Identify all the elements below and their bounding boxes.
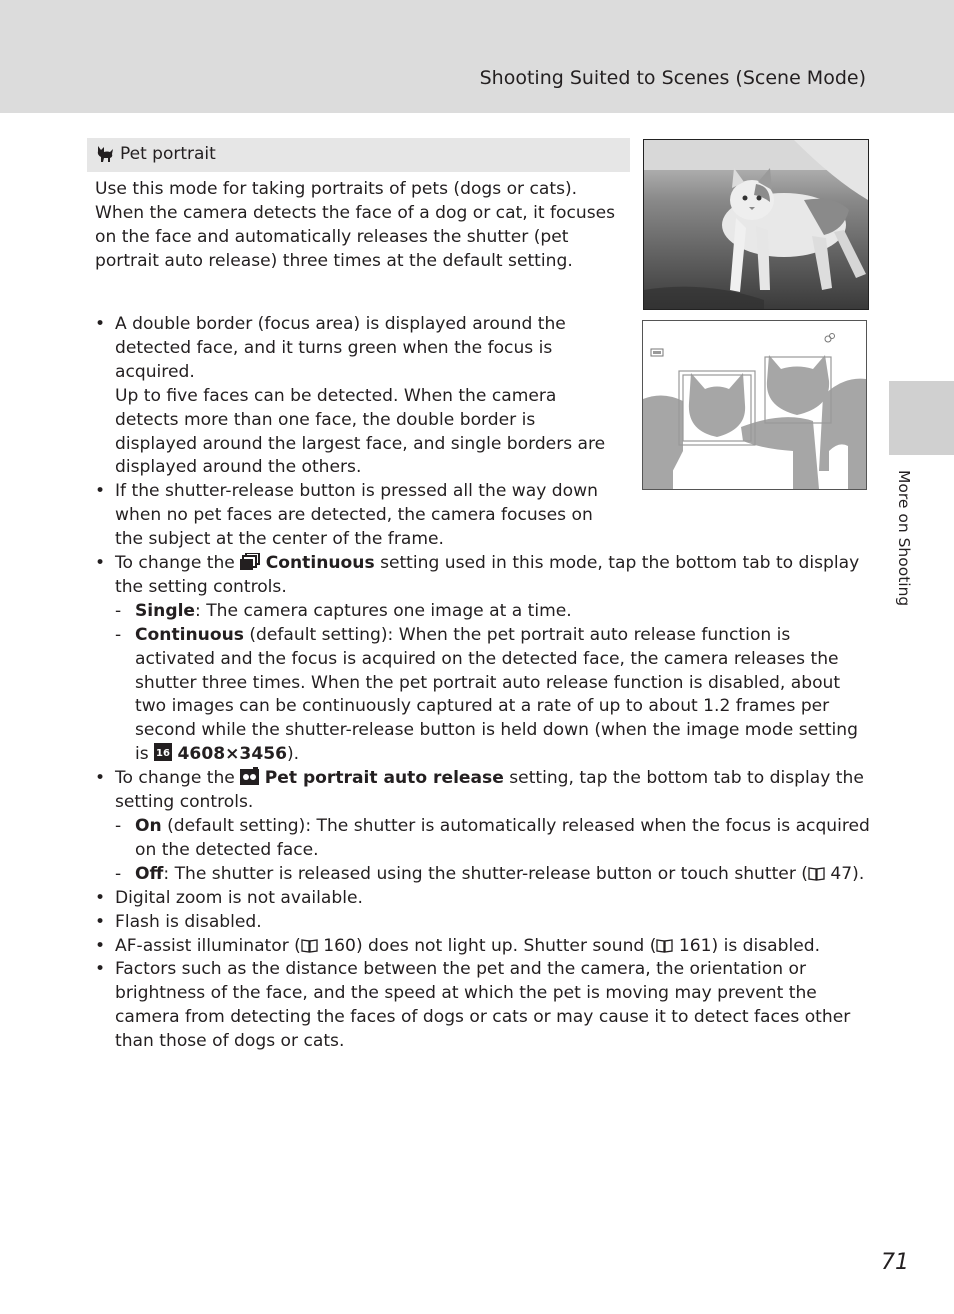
- pet-portrait-icon: [95, 145, 115, 163]
- page-reference: 47: [830, 863, 853, 884]
- bullet-text: • A double border (focus area) is displayed around the detected face, and it turns green when the focus is acquired.: [115, 314, 566, 382]
- chapter-side-label: More on Shooting: [895, 470, 913, 607]
- option-text: (default setting): The shutter is automatically released when the focus is acquired on the detected face.: [135, 815, 870, 860]
- option-name: Single: [135, 600, 196, 621]
- image-mode-16m-icon: [154, 743, 172, 761]
- option-name: Continuous: [135, 624, 244, 645]
- page-number: 71: [881, 1250, 909, 1275]
- image-mode-value: 4608×3456: [177, 744, 288, 765]
- dash-item: [95, 815, 871, 863]
- bullet-text: Up to five faces can be detected. When the camera detects more than one face, the double border is displayed around the largest face, and single borders are displayed around the others.: [115, 385, 606, 478]
- bullet-text: To change the: [115, 768, 235, 789]
- list-item: • Flash is disabled.: [95, 911, 871, 935]
- list-item: [95, 767, 871, 815]
- cat-photo: [643, 139, 869, 310]
- bullet-text: setting, tap the bottom tab to display the setting controls.: [115, 768, 864, 813]
- section-title-bar: [87, 138, 630, 172]
- page-reference: 160: [323, 935, 356, 956]
- bullet-text: To change the: [115, 553, 235, 573]
- list-item: • Digital zoom is not available.: [95, 887, 871, 911]
- section-title-text: Pet portrait: [120, 144, 216, 164]
- section-intro: Use this mode for taking portraits of pets (dogs or cats). When the camera detects the face of a dog or cat, it focuses on the face and automatically releases the shutter (pet portrait auto release) three times at the default setting.: [95, 179, 616, 271]
- option-name: On: [135, 815, 162, 836]
- option-text: (default setting): When the pet portrait auto release function is activated and the focus is acquired on the detected face, the camera releases the shutter three times. When the pet portrait auto release function is disabled, about two images can be continuously captured at a rate of up to about 1.2 frames per second while the shutter-release button is held down (when the image mode setting is: [135, 624, 858, 765]
- bullet-text: ) is disabled.: [711, 935, 821, 956]
- page-reference: 161: [678, 935, 712, 956]
- list-item: [95, 313, 615, 480]
- section-title: [95, 144, 216, 164]
- bullet-text: setting used in this mode, tap the bottom tab to display the setting controls.: [115, 553, 860, 597]
- header-title: Shooting Suited to Scenes (Scene Mode): [479, 67, 866, 89]
- page-header-band: [0, 0, 954, 113]
- list-item: [95, 935, 871, 959]
- pet-auto-release-icon: [240, 767, 259, 785]
- list-item: • Factors such as the distance between the pet and the camera, the orientation or brightness of the face, and the speed at which the pet is moving may prevent the camera from detecting the faces of dogs or cats or may cause it to detect faces other than those of dogs or cats.: [95, 958, 871, 1054]
- svg-text:16: 16: [156, 748, 171, 760]
- book-reference-icon: [301, 938, 318, 953]
- bullet-list-main: [95, 552, 871, 1054]
- option-text: : The shutter is released using the shutter-release button or touch shutter (: [163, 863, 808, 884]
- option-text: ).: [852, 863, 865, 884]
- option-name: Off: [135, 863, 164, 884]
- option-text: : The camera captures one image at a time.: [195, 600, 572, 621]
- list-item: • If the shutter-release button is pressed all the way down when no pet faces are detected, the camera focuses on the subject at the center of the frame.: [95, 480, 615, 552]
- bullet-text: AF-assist illuminator (: [115, 935, 301, 956]
- setting-name: Continuous: [265, 553, 375, 573]
- book-reference-icon: [808, 866, 825, 881]
- option-text: ).: [287, 744, 300, 765]
- dash-item: [95, 863, 871, 887]
- book-reference-icon: [656, 938, 673, 953]
- chapter-side-tab: [889, 381, 954, 455]
- bullet-list-top: [95, 313, 615, 552]
- face-detection-diagram: [642, 320, 867, 490]
- dash-item: [95, 600, 871, 624]
- dash-item: [95, 624, 871, 767]
- bullet-text: ) does not light up. Shutter sound (: [355, 935, 657, 956]
- continuous-icon: [240, 553, 260, 570]
- setting-name: Pet portrait auto release: [264, 768, 504, 789]
- list-item: [95, 552, 871, 600]
